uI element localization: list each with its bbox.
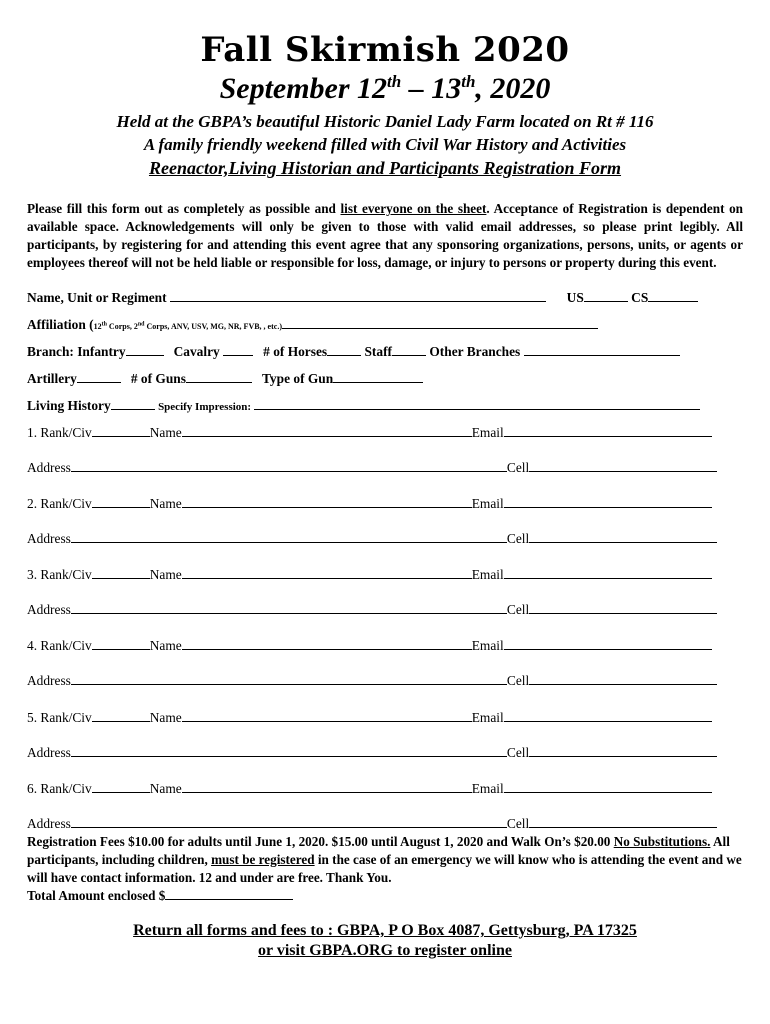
participant-name-field[interactable]	[182, 566, 472, 579]
return-address: Return all forms and fees to : GBPA, P O Box 4087, Gettysburg, PA 17325	[133, 922, 637, 939]
affiliation-row	[27, 316, 743, 336]
living-history-row	[27, 397, 743, 417]
must-be-registered: must be registered	[211, 852, 315, 867]
other-branches-label: Other Branches	[429, 344, 521, 359]
email-label: Email	[471, 567, 504, 582]
name-label: Name	[149, 710, 182, 725]
event-dates	[0, 72, 770, 106]
intro-text-1: Please fill this form out as completely as possible and	[27, 201, 341, 216]
email-field[interactable]	[504, 566, 712, 579]
participant-address-row	[27, 530, 743, 550]
email-label: Email	[471, 638, 504, 653]
affiliation-field[interactable]	[282, 316, 598, 329]
address-label: Address	[27, 673, 71, 688]
participant-name-field[interactable]	[182, 637, 472, 650]
cell-label: Cell	[506, 460, 530, 475]
living-history-field[interactable]	[111, 397, 155, 410]
email-field[interactable]	[504, 424, 712, 437]
event-title: Fall Skirmish 2020	[200, 30, 570, 70]
participant-name-row	[27, 709, 743, 729]
horses-label: # of Horses	[263, 344, 328, 359]
guns-label: # of Guns	[130, 371, 186, 386]
staff-label: Staff	[364, 344, 393, 359]
address-field[interactable]	[71, 744, 507, 757]
cell-field[interactable]	[529, 601, 717, 614]
us-field[interactable]	[584, 289, 628, 302]
cell-label: Cell	[506, 531, 530, 546]
date-start: September 12	[219, 72, 388, 105]
other-branches-field[interactable]	[524, 343, 680, 356]
rank-label: 2. Rank/Civ	[27, 496, 92, 511]
address-field[interactable]	[71, 530, 507, 543]
rank-field[interactable]	[92, 780, 150, 793]
fees-text-3: in the case of an emergency we will know who is attending the event and we will have contact information. 12 and under are free. Thank You.	[27, 852, 742, 885]
cell-field[interactable]	[529, 459, 717, 472]
name-unit-label: Name, Unit or Regiment	[27, 290, 167, 305]
email-label: Email	[471, 496, 504, 511]
participant-name-field[interactable]	[182, 495, 472, 508]
total-amount-label: Total Amount enclosed $	[27, 888, 166, 903]
date-end-suffix: th	[461, 72, 476, 91]
date-end: – 13	[401, 72, 462, 105]
address-label: Address	[27, 602, 71, 617]
participant-name-field[interactable]	[182, 709, 472, 722]
rank-label: 6. Rank/Civ	[27, 781, 92, 796]
cs-field[interactable]	[648, 289, 698, 302]
address-label: Address	[27, 531, 71, 546]
cell-field[interactable]	[529, 815, 717, 828]
rank-label: 1. Rank/Civ	[27, 425, 92, 440]
fees-paragraph	[27, 833, 743, 905]
name-label: Name	[149, 567, 182, 582]
living-history-label: Living History	[27, 398, 111, 413]
participant-address-row	[27, 601, 743, 621]
rank-label: 4. Rank/Civ	[27, 638, 92, 653]
cell-field[interactable]	[529, 744, 717, 757]
cell-label: Cell	[506, 816, 530, 831]
name-label: Name	[149, 425, 182, 440]
intro-paragraph	[27, 200, 743, 272]
form-title: Reenactor,Living Historian and Participants Registration Form	[148, 158, 622, 178]
date-year: , 2020	[475, 72, 551, 105]
total-amount-field[interactable]	[165, 887, 293, 900]
participant-address-row	[27, 815, 743, 835]
address-field[interactable]	[71, 672, 507, 685]
fees-text-2: All participants, including children,	[27, 834, 730, 867]
cell-field[interactable]	[529, 672, 717, 685]
gun-type-label: Type of Gun	[262, 371, 334, 386]
cs-label: CS	[631, 290, 649, 305]
email-field[interactable]	[504, 637, 712, 650]
rank-field[interactable]	[92, 424, 150, 437]
fees-text-1: Registration Fees $10.00 for adults until June 1, 2020. $15.00 until August 1, 2020 and Walk On’s $20.00	[27, 834, 614, 849]
participant-name-field[interactable]	[182, 424, 472, 437]
address-label: Address	[27, 460, 71, 475]
cell-label: Cell	[506, 745, 530, 760]
rank-field[interactable]	[92, 566, 150, 579]
impression-field[interactable]	[254, 397, 700, 410]
no-substitutions: No Substitutions.	[613, 834, 711, 849]
affiliation-label: Affiliation (	[27, 317, 94, 332]
participant-address-row	[27, 744, 743, 764]
impression-label: Specify Impression:	[158, 401, 252, 413]
rank-field[interactable]	[92, 637, 150, 650]
artillery-field[interactable]	[77, 370, 121, 383]
intro-text-2: . Acceptance of Registration is dependent on available space. Acknowledgements will only be given to those with valid email addresses, so please print legibly. All participants, by registering for and attending this event agree that any sponsoring organizations, persons, units, or agents or employees thereof will not be held liable or responsible for loss, damage, or injury to persons or property during this event.	[27, 201, 743, 270]
email-field[interactable]	[504, 780, 712, 793]
participant-name-row	[27, 424, 743, 444]
participant-name-field[interactable]	[182, 780, 472, 793]
cell-label: Cell	[506, 673, 530, 688]
rank-label: 5. Rank/Civ	[27, 710, 92, 725]
email-field[interactable]	[504, 709, 712, 722]
name-unit-field[interactable]	[170, 289, 546, 302]
artillery-row	[27, 370, 743, 390]
participant-name-row	[27, 495, 743, 515]
address-field[interactable]	[71, 815, 507, 828]
email-field[interactable]	[504, 495, 712, 508]
horses-field[interactable]	[327, 343, 361, 356]
rank-field[interactable]	[92, 709, 150, 722]
address-label: Address	[27, 745, 71, 760]
participant-name-row	[27, 780, 743, 800]
intro-underlined: list everyone on the sheet	[340, 201, 487, 216]
participant-address-row	[27, 459, 743, 479]
us-label: US	[566, 290, 584, 305]
name-unit-row	[27, 289, 743, 309]
online-registration-link[interactable]: or visit GBPA.ORG to register online	[258, 942, 512, 959]
address-label: Address	[27, 816, 71, 831]
participant-name-row	[27, 566, 743, 586]
name-label: Name	[149, 638, 182, 653]
date-start-suffix: th	[387, 72, 402, 91]
event-tagline: A family friendly weekend filled with Civil War History and Activities	[143, 135, 627, 154]
email-label: Email	[471, 425, 504, 440]
name-label: Name	[149, 781, 182, 796]
artillery-label: Artillery	[27, 371, 77, 386]
cell-label: Cell	[506, 602, 530, 617]
guns-field[interactable]	[186, 370, 252, 383]
gun-type-field[interactable]	[333, 370, 423, 383]
address-field[interactable]	[71, 601, 507, 614]
event-location: Held at the GBPA’s beautiful Historic Daniel Lady Farm located on Rt # 116	[116, 112, 654, 131]
branch-row	[27, 343, 743, 363]
staff-field[interactable]	[392, 343, 426, 356]
address-field[interactable]	[71, 459, 507, 472]
cavalry-label: Cavalry	[173, 344, 220, 359]
affiliation-hint: 12th Corps, 2nd Corps, ANV, USV, MG, NR, FVB, , etc.)	[93, 321, 282, 331]
rank-label: 3. Rank/Civ	[27, 567, 92, 582]
cell-field[interactable]	[529, 530, 717, 543]
participant-address-row	[27, 672, 743, 692]
infantry-field[interactable]	[126, 343, 164, 356]
email-label: Email	[471, 710, 504, 725]
rank-field[interactable]	[92, 495, 150, 508]
email-label: Email	[471, 781, 504, 796]
cavalry-field[interactable]	[223, 343, 253, 356]
participant-name-row	[27, 637, 743, 657]
branch-label: Branch: Infantry	[27, 344, 126, 359]
name-label: Name	[149, 496, 182, 511]
